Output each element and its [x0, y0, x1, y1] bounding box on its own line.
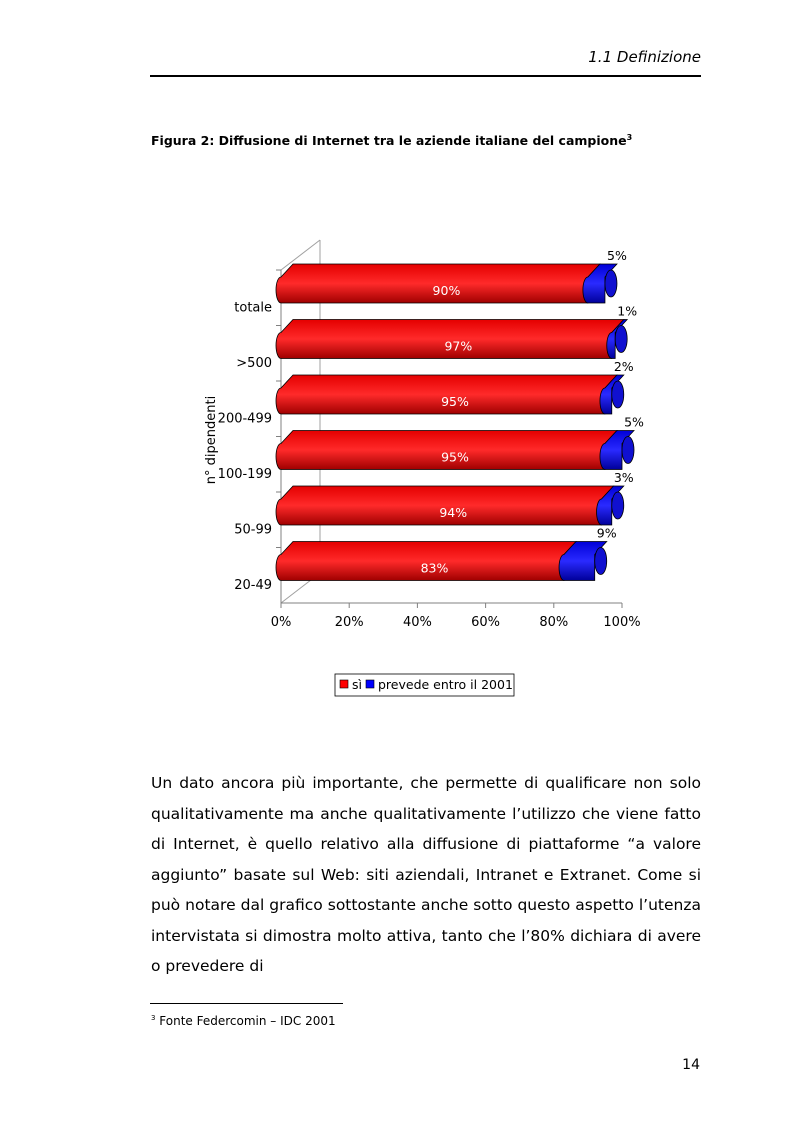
category-label-20-49: 20-49: [234, 577, 272, 593]
footnote-rule: [150, 1003, 343, 1004]
data-label-prevede-totale: 5%: [607, 247, 627, 263]
bar-end-cap-20-49: [595, 547, 607, 574]
footnote-number: 3: [151, 1014, 156, 1022]
data-label-si-500: 97%: [444, 338, 473, 354]
bar-end-cap-200-499: [612, 381, 624, 408]
legend-swatch-prevede: [366, 680, 374, 688]
legend: [335, 674, 514, 696]
data-label-prevede-50-99: 3%: [613, 469, 634, 485]
body-paragraph: Un dato ancora più importante, che permette di qualificare non solo qualitativamente ma anche qualitativamente l’utilizzo che viene fatto di Internet, è quello relativo alla diffusione di piattaforme “a valore aggiunto” basate sul Web: siti aziendali, Intranet e Extranet. Come si può notare dal grafico sottostante anche sotto questo aspetto l’utenza intervistata si dimostra molto attiva, tanto che l’80% dichiara di avere o prevedere di: [151, 774, 701, 975]
legend-swatch-si: [340, 680, 348, 688]
data-label-si-totale: 90%: [432, 282, 461, 298]
legend-label-si: sì: [352, 677, 362, 692]
data-label-prevede-200-499: 2%: [613, 358, 634, 374]
category-label-totale: totale: [234, 300, 272, 316]
bar-group: [276, 248, 644, 581]
body-text: [151, 768, 701, 982]
data-label-prevede-20-49: 9%: [596, 525, 617, 541]
data-label-prevede-100-199: 5%: [624, 414, 644, 430]
data-label-si-50-99: 94%: [439, 504, 468, 520]
bar-end-cap-500: [615, 325, 627, 352]
data-label-si-200-499: 95%: [441, 393, 469, 409]
bar-end-cap-50-99: [612, 492, 624, 519]
bar-end-cap-totale: [605, 270, 617, 297]
category-label-200-499: 200-499: [217, 411, 272, 427]
figure-caption-text: Figura 2: Diffusione di Internet tra le aziende italiane del campione: [151, 133, 627, 149]
category-label-50-99: 50-99: [234, 522, 272, 538]
figure-footnote-ref: 3: [626, 133, 633, 142]
data-label-prevede-500: 1%: [617, 303, 638, 319]
footnote: [151, 1014, 336, 1028]
section-title: 1.1 Definizione: [588, 48, 701, 66]
page-number: 14: [682, 1057, 700, 1073]
y-axis-title: n° dipendenti: [204, 395, 219, 485]
x-tick-label-3: 60%: [471, 615, 501, 630]
category-label-500: >500: [236, 355, 272, 371]
x-tick-label-4: 80%: [539, 615, 569, 630]
x-tick-label-2: 40%: [402, 615, 432, 630]
bar-end-cap-100-199: [622, 436, 634, 463]
footnote-text: Fonte Federcomin – IDC 2001: [159, 1014, 336, 1028]
x-tick-label-1: 20%: [334, 615, 364, 630]
legend-label-prevede: prevede entro il 2001: [378, 677, 513, 692]
category-label-100-199: 100-199: [217, 466, 272, 482]
data-label-si-20-49: 83%: [420, 560, 449, 576]
data-label-si-100-199: 95%: [441, 449, 469, 465]
x-tick-label-5: 100%: [603, 615, 641, 630]
x-tick-label-0: 0%: [270, 615, 292, 630]
